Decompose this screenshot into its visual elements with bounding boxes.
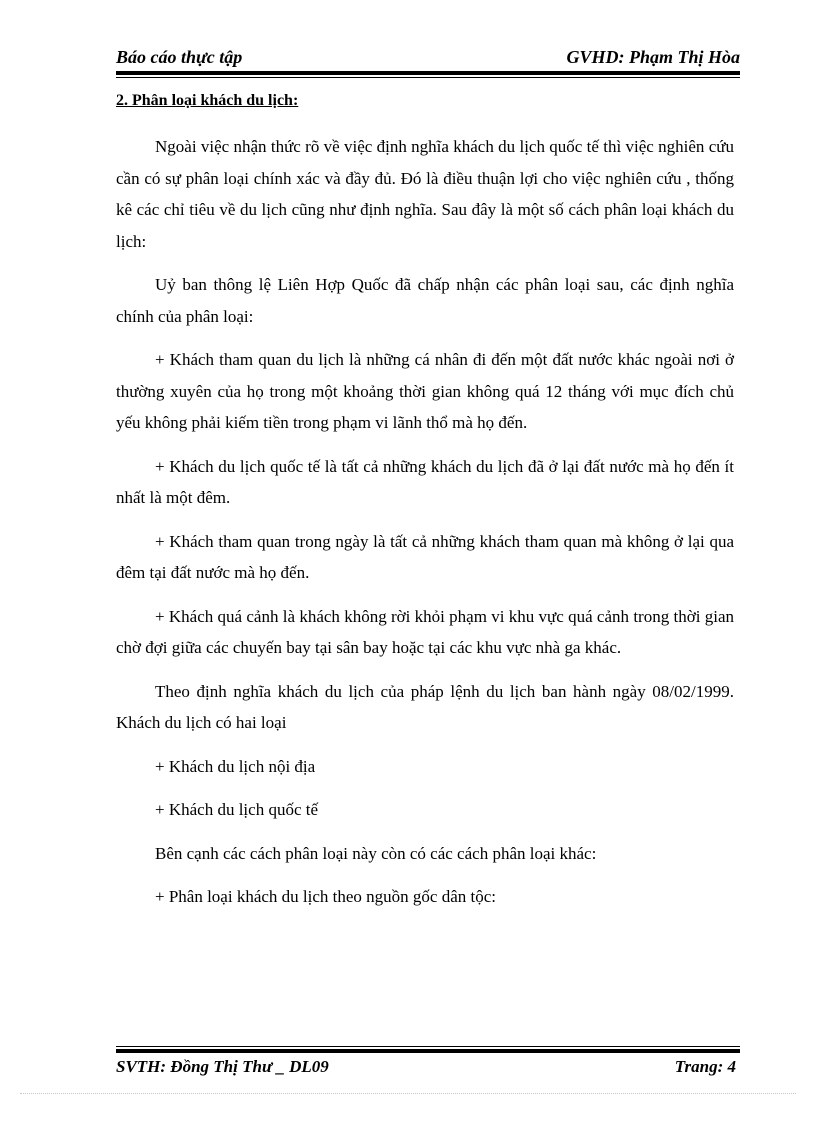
page-bottom-dotted-line [20,1093,796,1094]
footer-student: SVTH: Đồng Thị Thư _ DL09 [116,1057,329,1076]
footer-rule-thick [116,1049,740,1053]
footer-page-number: Trang: 4 [674,1057,736,1076]
paragraph-international-tourist-item: + Khách du lịch quốc tế [155,800,319,819]
paragraph-un-classification: Uỷ ban thông lệ Liên Hợp Quốc đã chấp nhận các phân loại sau, các định nghĩa chính của phân loại: [116,275,734,326]
footer-rule-thin [116,1046,740,1047]
header-rule-thick [116,71,740,75]
section-heading: 2. Phân loại khách du lịch: [116,92,299,109]
header-supervisor: GVHD: Phạm Thị Hòa [566,47,740,67]
paragraph-visitor-definition: + Khách tham quan du lịch là những cá nhân đi đến một đất nước khác ngoài nơi ở thường xuyên của họ trong một khoảng thời gian không quá 12 tháng với mục đích chủ yếu không phải kiếm tiền trong phạm vi lãnh thổ mà họ đến. [116,350,734,432]
page-footer [116,1056,736,1078]
header-report-title: Báo cáo thực tập [116,47,243,67]
paragraph-ethnic-origin: + Phân loại khách du lịch theo nguồn gốc dân tộc: [155,887,497,906]
body-text [116,131,734,925]
paragraph-other-classifications: Bên cạnh các cách phân loại này còn có các cách phân loại khác: [155,843,597,863]
paragraph-international-tourist: + Khách du lịch quốc tế là tất cả những khách du lịch đã ở lại đất nước mà họ đến ít nhất là một đêm. [116,456,734,507]
paragraph-same-day-visitor: + Khách tham quan trong ngày là tất cả những khách tham quan mà không ở lại qua đêm tại đất nước mà họ đến. [116,531,734,582]
page-header [116,46,740,68]
paragraph-transit-visitor: + Khách quá cảnh là khách không rời khỏi phạm vi khu vực quá cảnh trong thời gian chờ đợi giữa các chuyến bay tại sân bay hoặc tại các khu vực nhà ga khác. [116,606,734,657]
paragraph-domestic-tourist: + Khách du lịch nội địa [155,756,316,776]
paragraph-tourism-ordinance: Theo định nghĩa khách du lịch của pháp lệnh du lịch ban hành ngày 08/02/1999. Khách du lịch có hai loại [116,681,734,732]
paragraph-intro: Ngoài việc nhận thức rõ về việc định nghĩa khách du lịch quốc tế thì việc nghiên cứu cần có sự phân loại chính xác và đầy đủ. Đó là điều thuận lợi cho việc nghiên cứu , thống kê các chỉ tiêu về du lịch cũng như định nghĩa. Sau đây là một số cách phân loại khách du lịch: [116,137,734,251]
header-rule-thin [116,77,740,78]
